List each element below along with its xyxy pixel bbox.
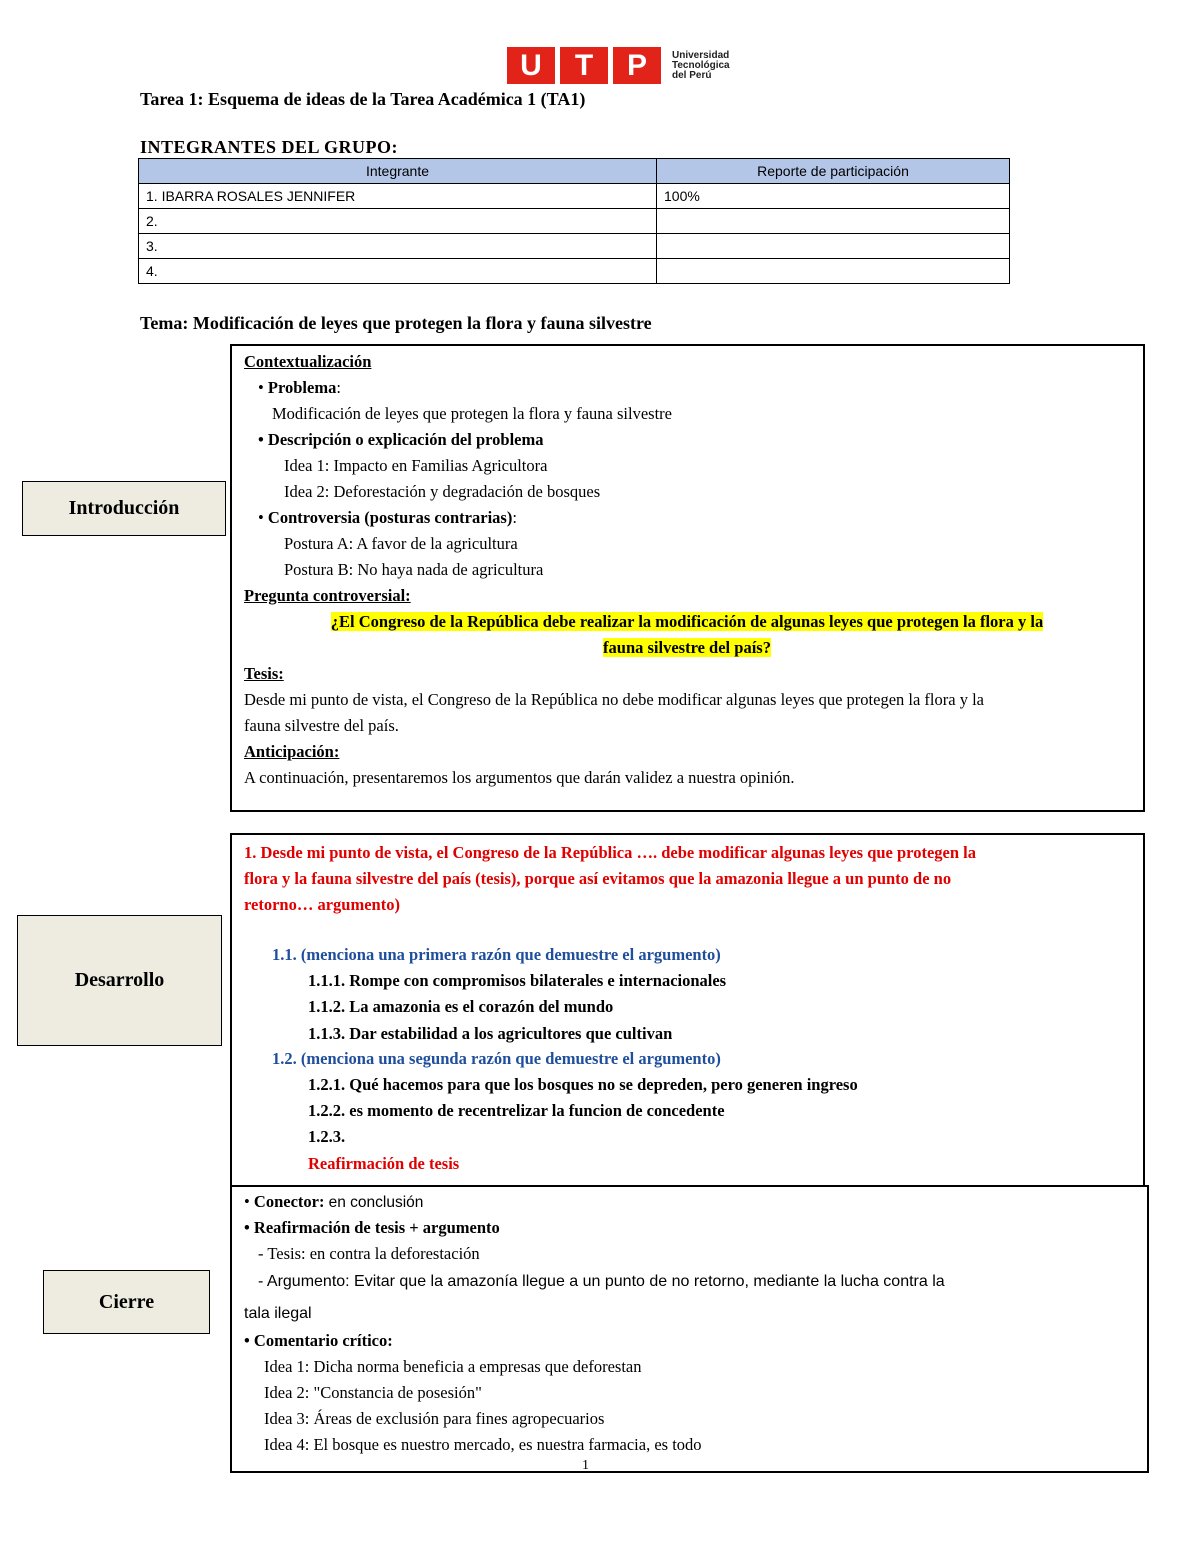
tesis-line-1: Desde mi punto de vista, el Congreso de la República no debe modificar algunas leyes que protegen la flora y la [244, 690, 984, 709]
page-title: Tarea 1: Esquema de ideas de la Tarea Académica 1 (TA1) [140, 89, 586, 109]
table-row [139, 259, 1010, 284]
logo-university-name: Universidad Tecnológica del Perú [672, 49, 730, 81]
razon-1-1-1: 1.1.1. Rompe con compromisos bilaterales e internacionales [308, 971, 727, 990]
conector-item: • Conector: en conclusión [244, 1192, 424, 1211]
reafirmacion-item: • Reafirmación de tesis + argumento [244, 1218, 500, 1237]
table-row [139, 209, 1010, 234]
razon-1-2: 1.2. (menciona una segunda razón que demuestre el argumento) [272, 1049, 721, 1068]
member-name: 1. IBARRA ROSALES JENNIFER [139, 184, 657, 209]
argumento-line-3: retorno… argumento) [244, 895, 400, 914]
header-integrante: Integrante [139, 159, 657, 184]
member-participation [657, 209, 1010, 234]
pregunta-line-2: fauna silvestre del país? [603, 638, 771, 657]
comentario-idea-3: Idea 3: Áreas de exclusión para fines agropecuarios [264, 1409, 605, 1428]
group-heading: INTEGRANTES DEL GRUPO: [140, 137, 399, 157]
tesis-line-2: fauna silvestre del país. [244, 716, 399, 735]
razon-1-2-1: 1.2.1. Qué hacemos para que los bosques no se depreden, pero generen ingreso [308, 1075, 858, 1094]
comentario-idea-4: Idea 4: El bosque es nuestro mercado, es nuestra farmacia, es todo [264, 1435, 702, 1454]
comentario-idea-1: Idea 1: Dicha norma beneficia a empresas que deforestan [264, 1357, 642, 1376]
table-row [139, 234, 1010, 259]
section-label-introduccion: Introducción [22, 481, 226, 536]
problema-item: • Problema: [258, 378, 341, 397]
idea-1: Idea 1: Impacto en Familias Agricultora [284, 456, 548, 475]
argumento-line-2: flora y la fauna silvestre del país (tesis), porque así evitamos que la amazonia llegue a un punto de no [244, 869, 952, 888]
member-participation [657, 259, 1010, 284]
anticipacion-heading: Anticipación: [244, 742, 340, 761]
tema-heading: Tema: Modificación de leyes que protegen la flora y fauna silvestre [140, 313, 652, 333]
comentario-idea-2: Idea 2: "Constancia de posesión" [264, 1383, 482, 1402]
cierre-argumento-line-2: tala ilegal [244, 1305, 312, 1322]
razon-1-1-2: 1.1.2. La amazonia es el corazón del mundo [308, 997, 614, 1016]
contextualizacion-heading: Contextualización [244, 352, 372, 371]
comentario-item: • Comentario crítico: [244, 1331, 393, 1350]
tesis-heading: Tesis: [244, 664, 284, 683]
cierre-tesis: - Tesis: en contra la deforestación [258, 1244, 480, 1263]
postura-a: Postura A: A favor de la agricultura [284, 534, 518, 553]
razon-1-2-3: 1.2.3. [308, 1127, 346, 1146]
section-label-cierre: Cierre [43, 1270, 210, 1334]
logo-letter-t: T [560, 47, 608, 84]
member-participation: 100% [657, 184, 1010, 209]
table-header-row [139, 159, 1010, 184]
anticipacion-text: A continuación, presentaremos los argumentos que darán validez a nuestra opinión. [244, 768, 795, 787]
header-reporte: Reporte de participación [657, 159, 1010, 184]
section-label-desarrollo: Desarrollo [17, 915, 222, 1046]
members-table [138, 158, 1010, 284]
page-number: 1 [582, 1458, 589, 1473]
utp-logo [507, 47, 730, 84]
postura-b: Postura B: No haya nada de agricultura [284, 560, 544, 579]
controversia-item: • Controversia (posturas contrarias): [258, 508, 517, 527]
descripcion-item: • Descripción o explicación del problema [258, 430, 544, 449]
member-name: 3. [139, 234, 657, 259]
pregunta-heading: Pregunta controversial: [244, 586, 411, 605]
member-name: 2. [139, 209, 657, 234]
argumento-line-1: 1. Desde mi punto de vista, el Congreso de la República …. debe modificar algunas leyes que protegen la [244, 843, 976, 862]
reafirmacion-tesis: Reafirmación de tesis [308, 1154, 460, 1173]
razon-1-1: 1.1. (menciona una primera razón que demuestre el argumento) [272, 945, 721, 964]
razon-1-2-2: 1.2.2. es momento de recentrelizar la funcion de concedente [308, 1101, 725, 1120]
logo-letter-u: U [507, 47, 555, 84]
razon-1-1-3: 1.1.3. Dar estabilidad a los agricultores que cultivan [308, 1024, 673, 1043]
member-name: 4. [139, 259, 657, 284]
logo-letter-p: P [613, 47, 661, 84]
table-row [139, 184, 1010, 209]
idea-2: Idea 2: Deforestación y degradación de bosques [284, 482, 601, 501]
pregunta-line-1: ¿El Congreso de la República debe realizar la modificación de algunas leyes que protegen la flora y la [330, 612, 1044, 631]
member-participation [657, 234, 1010, 259]
cierre-argumento-line-1: - Argumento: Evitar que la amazonía llegue a un punto de no retorno, mediante la lucha contra la [258, 1273, 945, 1290]
problema-text: Modificación de leyes que protegen la flora y fauna silvestre [272, 404, 672, 423]
